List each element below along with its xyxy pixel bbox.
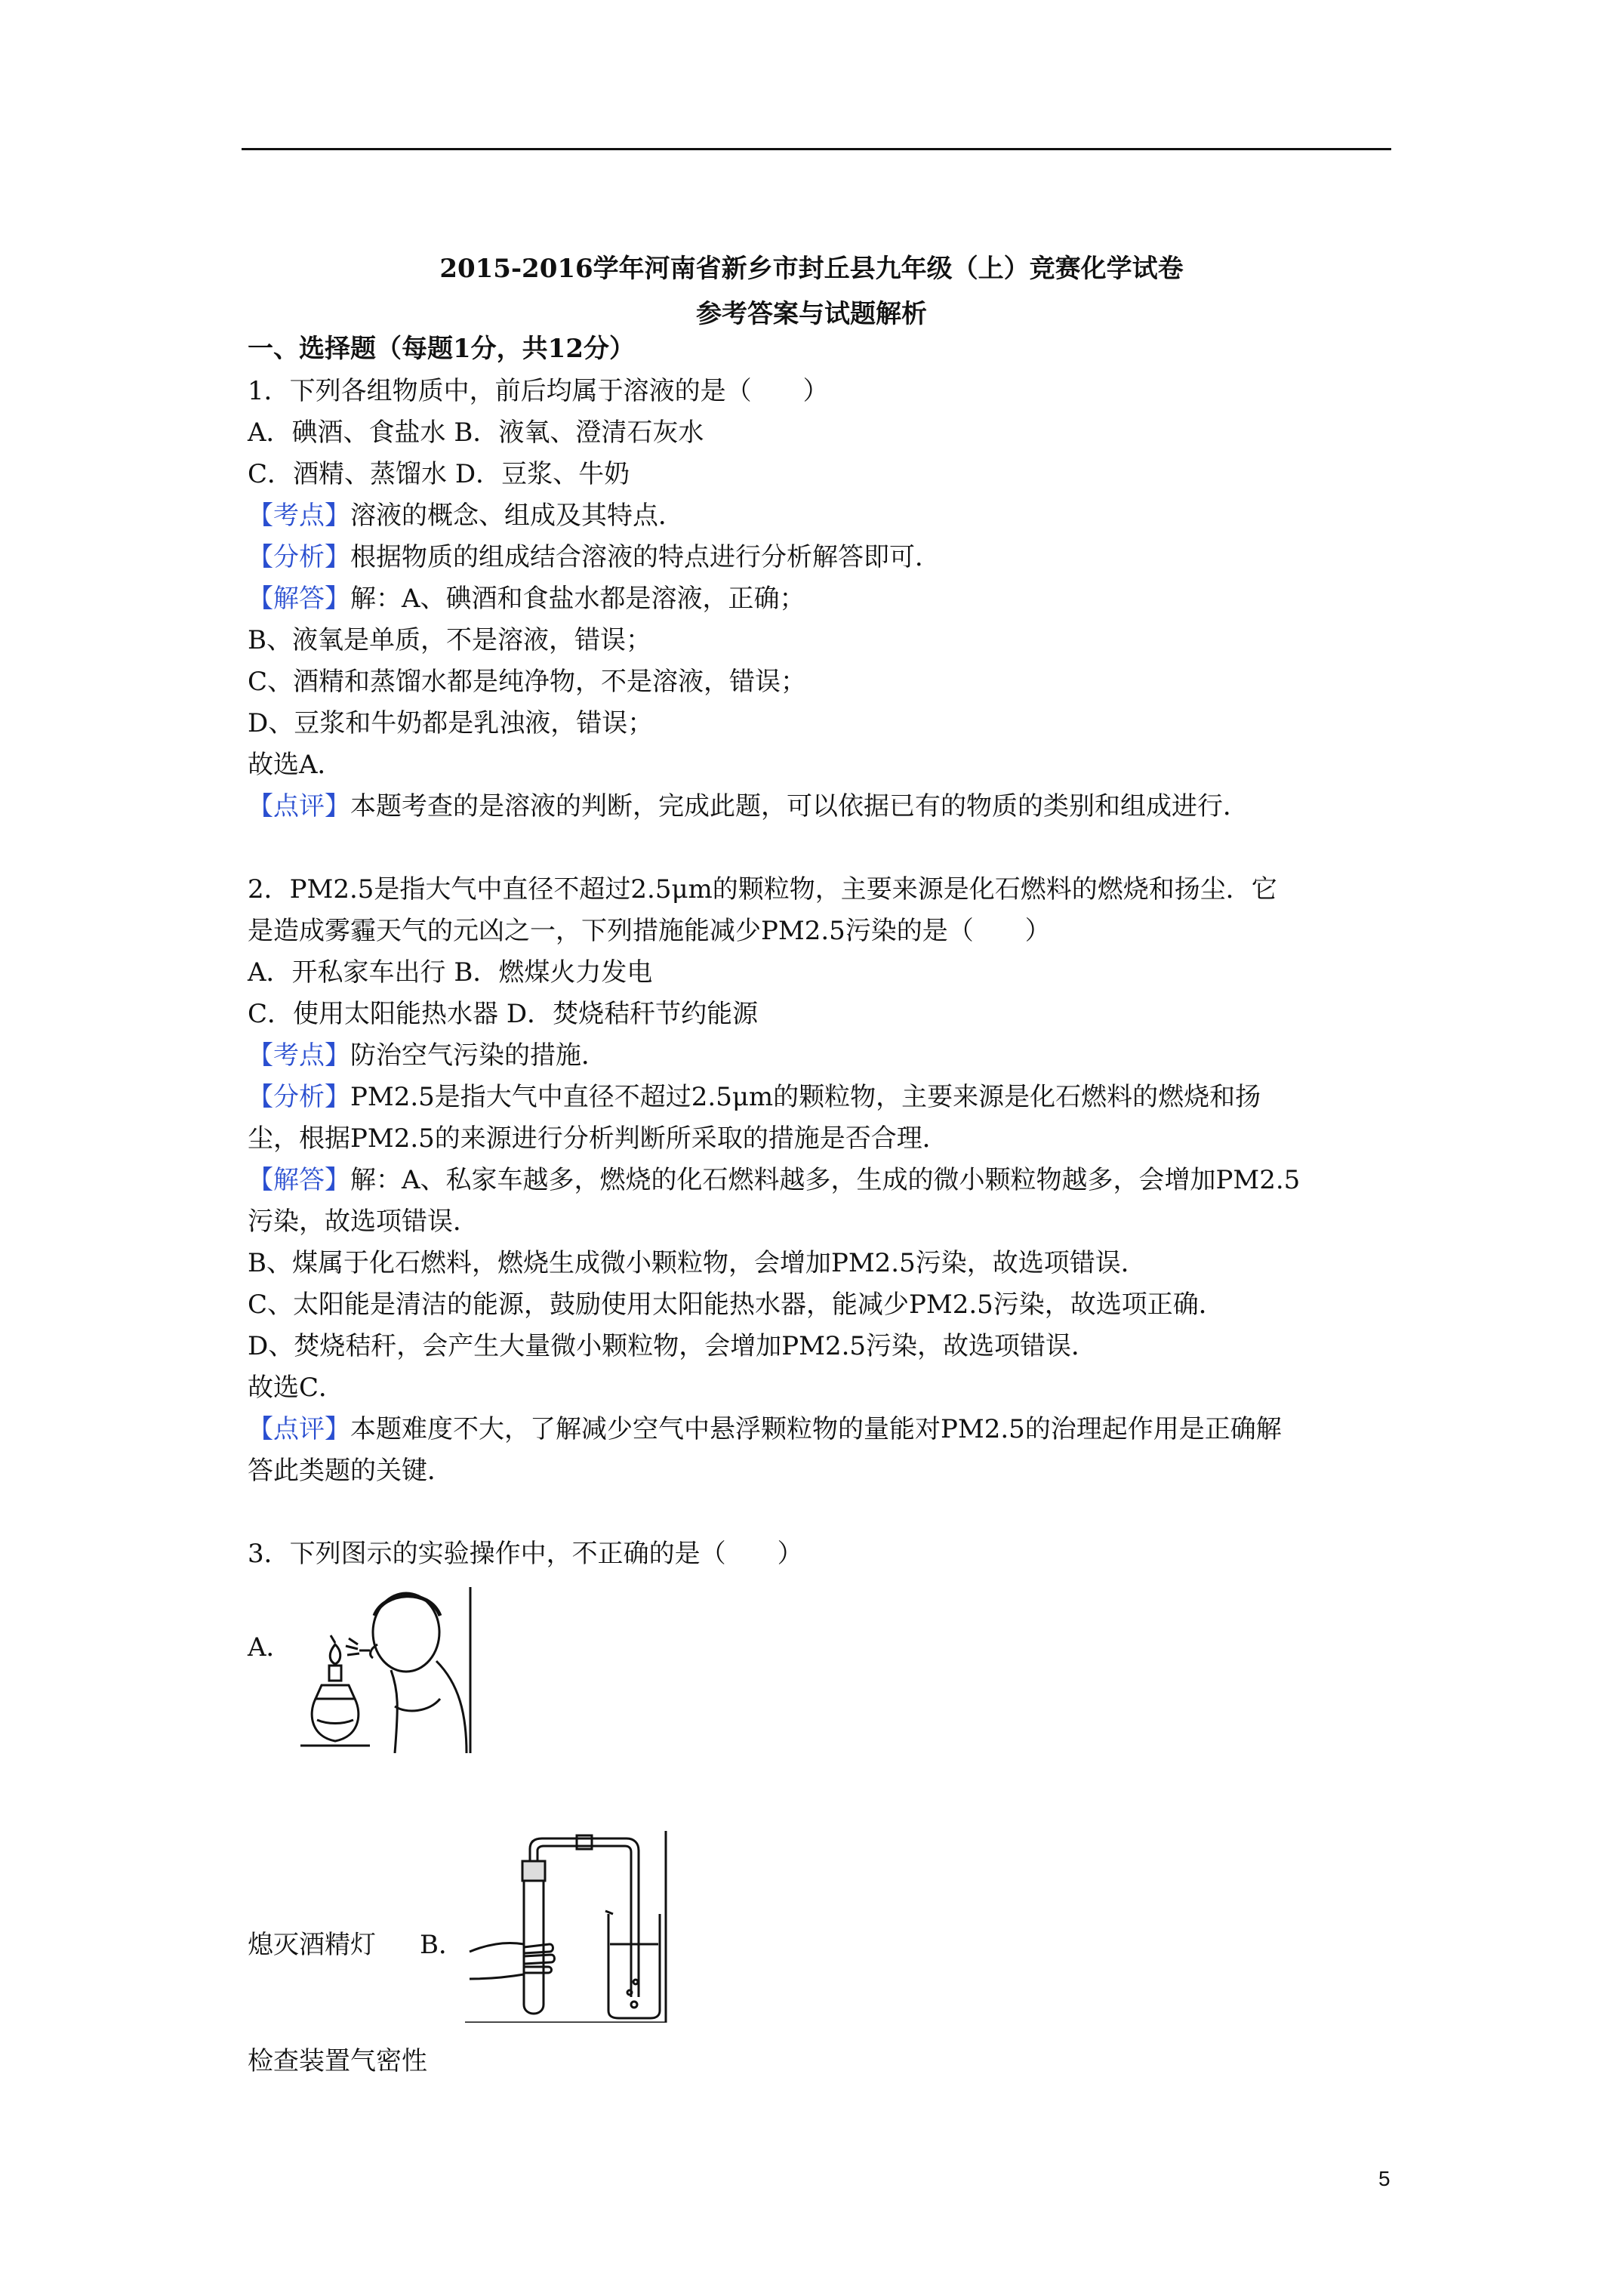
kaodian-tag: 【考点】 [248, 501, 350, 531]
page-number: 5 [1378, 2167, 1390, 2190]
q1-options-line1: A．碘酒、食盐水 B．液氧、澄清石灰水 [248, 418, 704, 448]
jieda-text: 解：A、碘酒和食盐水都是溶液，正确； [350, 584, 805, 614]
fenxi-tag: 【分析】 [248, 542, 350, 572]
q2-line-c: C、太阳能是清洁的能源，鼓励使用太阳能热水器，能减少PM2.5污染，故选项正确． [248, 1290, 1224, 1320]
jieda-tag: 【解答】 [248, 584, 350, 614]
q3-stem: 3．下列图示的实验操作中，不正确的是（ ） [248, 1539, 803, 1569]
airtightness-check-illustration [465, 1831, 670, 2023]
q1-dianping [248, 791, 1249, 821]
q2-answer: 故选C． [248, 1373, 345, 1403]
q1-line-d: D、豆浆和牛奶都是乳浊液，错误； [248, 708, 654, 738]
q2-jieda [248, 1165, 1300, 1195]
dianping-text: 本题考查的是溶液的判断，完成此题，可以依据已有的物质的类别和组成进行． [350, 791, 1249, 821]
q1-options-line2: C．酒精、蒸馏水 D．豆浆、牛奶 [248, 459, 630, 489]
kaodian-text: 溶液的概念、组成及其特点． [350, 501, 684, 531]
page-subtitle: 参考答案与试题解析 [696, 299, 927, 329]
q1-line-c: C、酒精和蒸馏水都是纯净物，不是溶液，错误； [248, 667, 807, 697]
q3-caption-b: 检查装置气密性 [248, 2046, 427, 2076]
q2-jieda-cont: 污染，故选项错误． [248, 1207, 479, 1237]
header-rule [242, 148, 1391, 150]
q2-dianping [248, 1414, 1282, 1444]
q1-answer: 故选A． [248, 750, 343, 780]
blowing-out-alcohol-lamp-illustration [285, 1586, 473, 1753]
kaodian-tag: 【考点】 [248, 1040, 350, 1071]
jieda-text: 解：A、私家车越多，燃烧的化石燃料越多，生成的微小颗粒物越多，会增加PM2.5 [350, 1165, 1301, 1195]
dianping-tag: 【点评】 [248, 1414, 350, 1444]
q1-jieda [248, 584, 805, 614]
dianping-tag: 【点评】 [248, 791, 350, 821]
q1-kaodian [248, 501, 684, 531]
q1-line-b: B、液氧是单质，不是溶液，错误； [248, 625, 651, 655]
q3-option-a-label: A． [248, 1632, 292, 1663]
q1-stem: 1．下列各组物质中，前后均属于溶液的是（ ） [248, 376, 829, 406]
kaodian-text: 防治空气污染的措施． [350, 1040, 607, 1071]
q2-stem-line2: 是造成雾霾天气的元凶之一，下列措施能减少PM2.5污染的是（ ） [248, 916, 1051, 946]
q3-caption-a: 熄灭酒精灯 [248, 1930, 376, 1960]
jieda-tag: 【解答】 [248, 1165, 350, 1195]
fenxi-text: 根据物质的组成结合溶液的特点进行分析解答即可． [350, 542, 941, 572]
q2-stem-line1: 2．PM2.5是指大气中直径不超过2.5μm的颗粒物，主要来源是化石燃料的燃烧和扬尘．它 [248, 874, 1277, 905]
q2-dianping-cont: 答此类题的关键． [248, 1456, 453, 1486]
q1-fenxi [248, 542, 941, 572]
section-heading: 一、选择题（每题1分，共12分） [248, 334, 635, 364]
fenxi-tag: 【分析】 [248, 1082, 350, 1112]
q3-option-b-label: B． [420, 1930, 464, 1960]
q2-fenxi [248, 1082, 1261, 1112]
q2-fenxi-cont: 尘，根据PM2.5的来源进行分析判断所采取的措施是否合理． [248, 1123, 948, 1154]
q2-kaodian [248, 1040, 607, 1071]
dianping-text: 本题难度不大，了解减少空气中悬浮颗粒物的量能对PM2.5的治理起作用是正确解 [350, 1414, 1282, 1444]
q2-line-b: B、煤属于化石燃料，燃烧生成微小颗粒物，会增加PM2.5污染，故选项错误． [248, 1248, 1147, 1278]
fenxi-text: PM2.5是指大气中直径不超过2.5μm的颗粒物，主要来源是化石燃料的燃烧和扬 [350, 1082, 1261, 1112]
q2-options-line1: A．开私家车出行 B．燃煤火力发电 [248, 957, 653, 988]
q2-options-line2: C．使用太阳能热水器 D．焚烧秸秆节约能源 [248, 999, 759, 1029]
q2-line-d: D、焚烧秸秆，会产生大量微小颗粒物，会增加PM2.5污染，故选项错误． [248, 1331, 1098, 1361]
page-title: 2015-2016学年河南省新乡市封丘县九年级（上）竞赛化学试卷 [439, 254, 1184, 284]
